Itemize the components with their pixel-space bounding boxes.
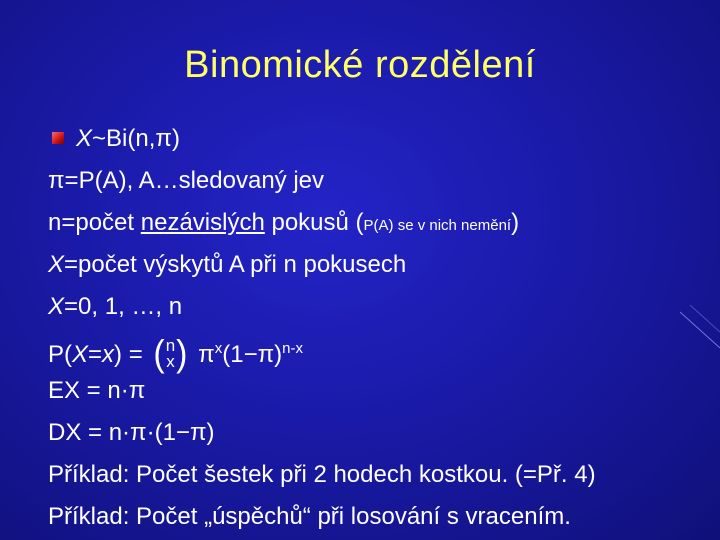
binomial-bottom: x bbox=[166, 351, 175, 371]
list-item: Příklad: Počet „úspěchů“ při losování s vracením. bbox=[48, 503, 571, 530]
variable-x: X bbox=[48, 251, 65, 278]
slide-title: Binomické rozdělení bbox=[184, 44, 536, 86]
text: = bbox=[88, 341, 103, 368]
exponent: n-x bbox=[282, 340, 303, 357]
variable-x-lower: x bbox=[102, 341, 115, 368]
list-item: Příklad: Počet šestek při 2 hodech kostkou. (=Př. 4) bbox=[48, 461, 596, 488]
binomial-stack bbox=[165, 335, 176, 371]
list-item bbox=[48, 244, 708, 286]
left-paren: ( bbox=[153, 332, 165, 375]
variable-x: X bbox=[48, 293, 65, 320]
underlined-text: nezávislých bbox=[140, 209, 265, 236]
list-item: EX = n·π bbox=[48, 377, 146, 404]
variable-x: X bbox=[76, 125, 93, 152]
binomial-coefficient bbox=[153, 332, 188, 375]
text: =počet výskytů A při n pokusech bbox=[64, 251, 407, 278]
list-item bbox=[48, 118, 708, 160]
list-item bbox=[48, 202, 708, 244]
right-paren: ) bbox=[176, 332, 188, 375]
text: π bbox=[191, 341, 215, 368]
bullet-icon bbox=[52, 132, 64, 144]
exponent: x bbox=[214, 340, 223, 357]
text: =0, 1, …, n bbox=[64, 293, 183, 320]
text: ) = bbox=[114, 341, 150, 368]
text: pokusů ( bbox=[264, 209, 364, 236]
text: n=počet bbox=[48, 209, 141, 236]
list-item bbox=[48, 286, 708, 328]
binomial-top: n bbox=[165, 335, 176, 355]
text: P( bbox=[48, 341, 72, 368]
variable-x: X bbox=[72, 341, 89, 368]
list-item: DX = n·π·(1−π) bbox=[48, 419, 215, 446]
text: ~Bi(n,π) bbox=[92, 125, 180, 152]
list-item: π=P(A), A…sledovaný jev bbox=[48, 167, 325, 194]
text: (1−π) bbox=[222, 341, 283, 368]
slide-content bbox=[48, 118, 708, 538]
formula-line bbox=[48, 328, 708, 375]
text: ) bbox=[511, 209, 520, 236]
small-text: P(A) se v nich nemění bbox=[363, 217, 512, 234]
